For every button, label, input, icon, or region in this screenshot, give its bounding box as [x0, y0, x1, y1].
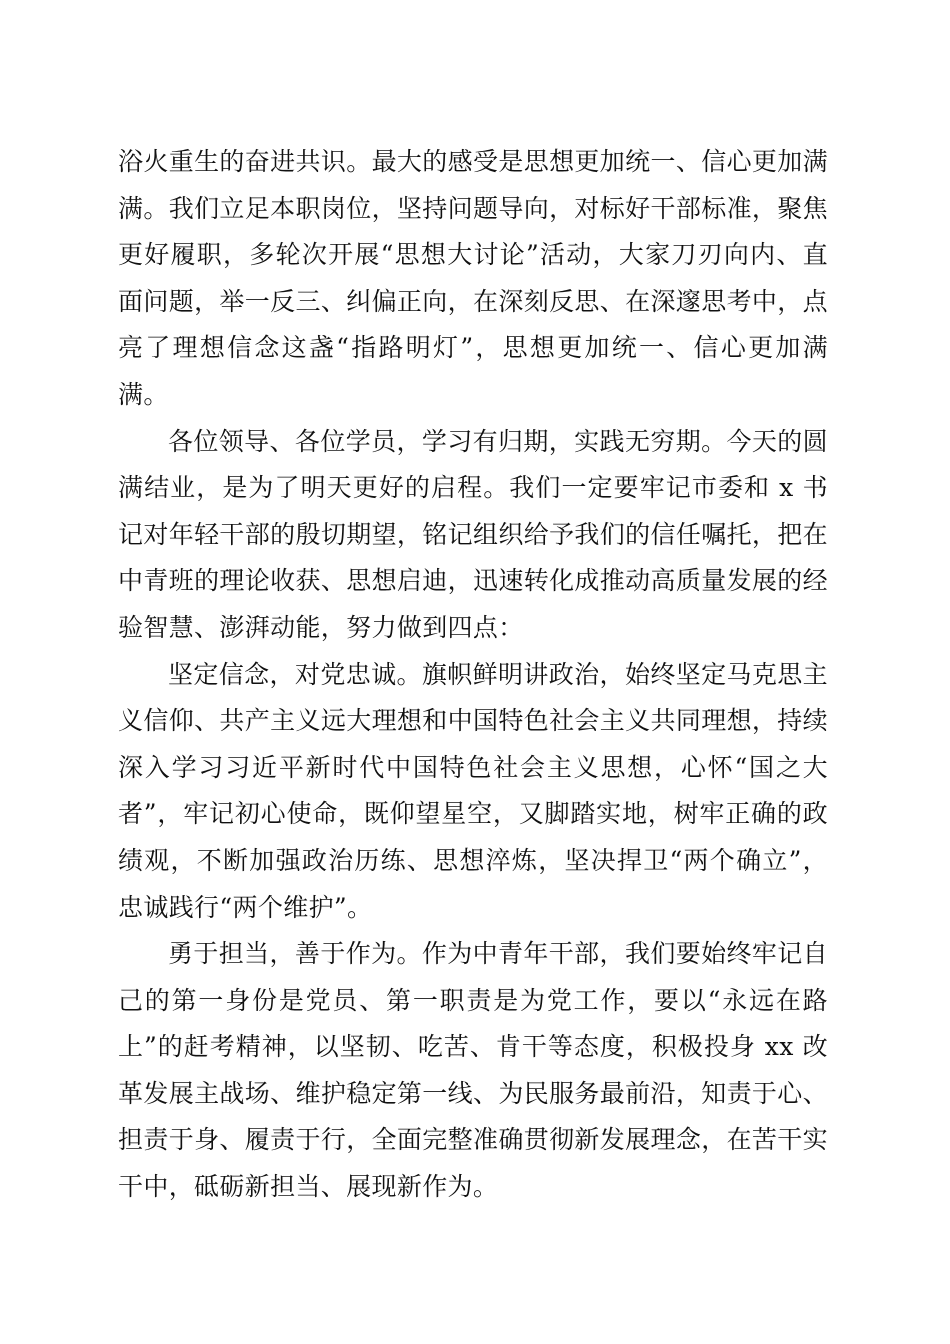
paragraph-closing-remarks: 各位领导、各位学员，学习有归期，实践无穷期。今天的圆满结业，是为了明天更好的启程。我们一定要牢记市委和 x 书记对年轻干部的殷切期望，铭记组织给予我们的信任嘱托，把在中青班的理论收获、思想启迪，迅速转化成推动高质量发展的经验智慧、澎湃动能，努力做到四点：	[118, 426, 828, 642]
paragraph-point-responsibility: 勇于担当，善于作为。作为中青年干部，我们要始终牢记自己的第一身份是党员、第一职责是为党工作，要以“永远在路上”的赶考精神，以坚韧、吃苦、肯干等态度，积极投身 xx 改革发展主战场、维护稳定第一线、为民服务最前沿，知责于心、担责于身、履责于行，全面完整准确贯彻新发展理念，在苦干实干中，砥砺新担当、展现新作为。	[118, 939, 828, 1202]
paragraph-point-faith-loyalty: 坚定信念，对党忠诚。旗帜鲜明讲政治，始终坚定马克思主义信仰、共产主义远大理想和中国特色社会主义共同理想，持续深入学习习近平新时代中国特色社会主义思想，心怀“国之大者”，牢记初心使命，既仰望星空，又脚踏实地，树牢正确的政绩观，不断加强政治历练、思想淬炼，坚决捍卫“两个确立”，忠诚践行“两个维护”。	[118, 659, 828, 922]
paragraph-continuation: 浴火重生的奋进共识。最大的感受是思想更加统一、信心更加满满。我们立足本职岗位，坚持问题导向，对标好干部标准，聚焦更好履职，多轮次开展“思想大讨论”活动，大家刀刃向内、直面问题，举一反三、纠偏正向，在深刻反思、在深邃思考中，点亮了理想信念这盏“指路明灯”，思想更加统一、信心更加满满。	[118, 147, 828, 409]
body-text	[118, 139, 828, 1211]
